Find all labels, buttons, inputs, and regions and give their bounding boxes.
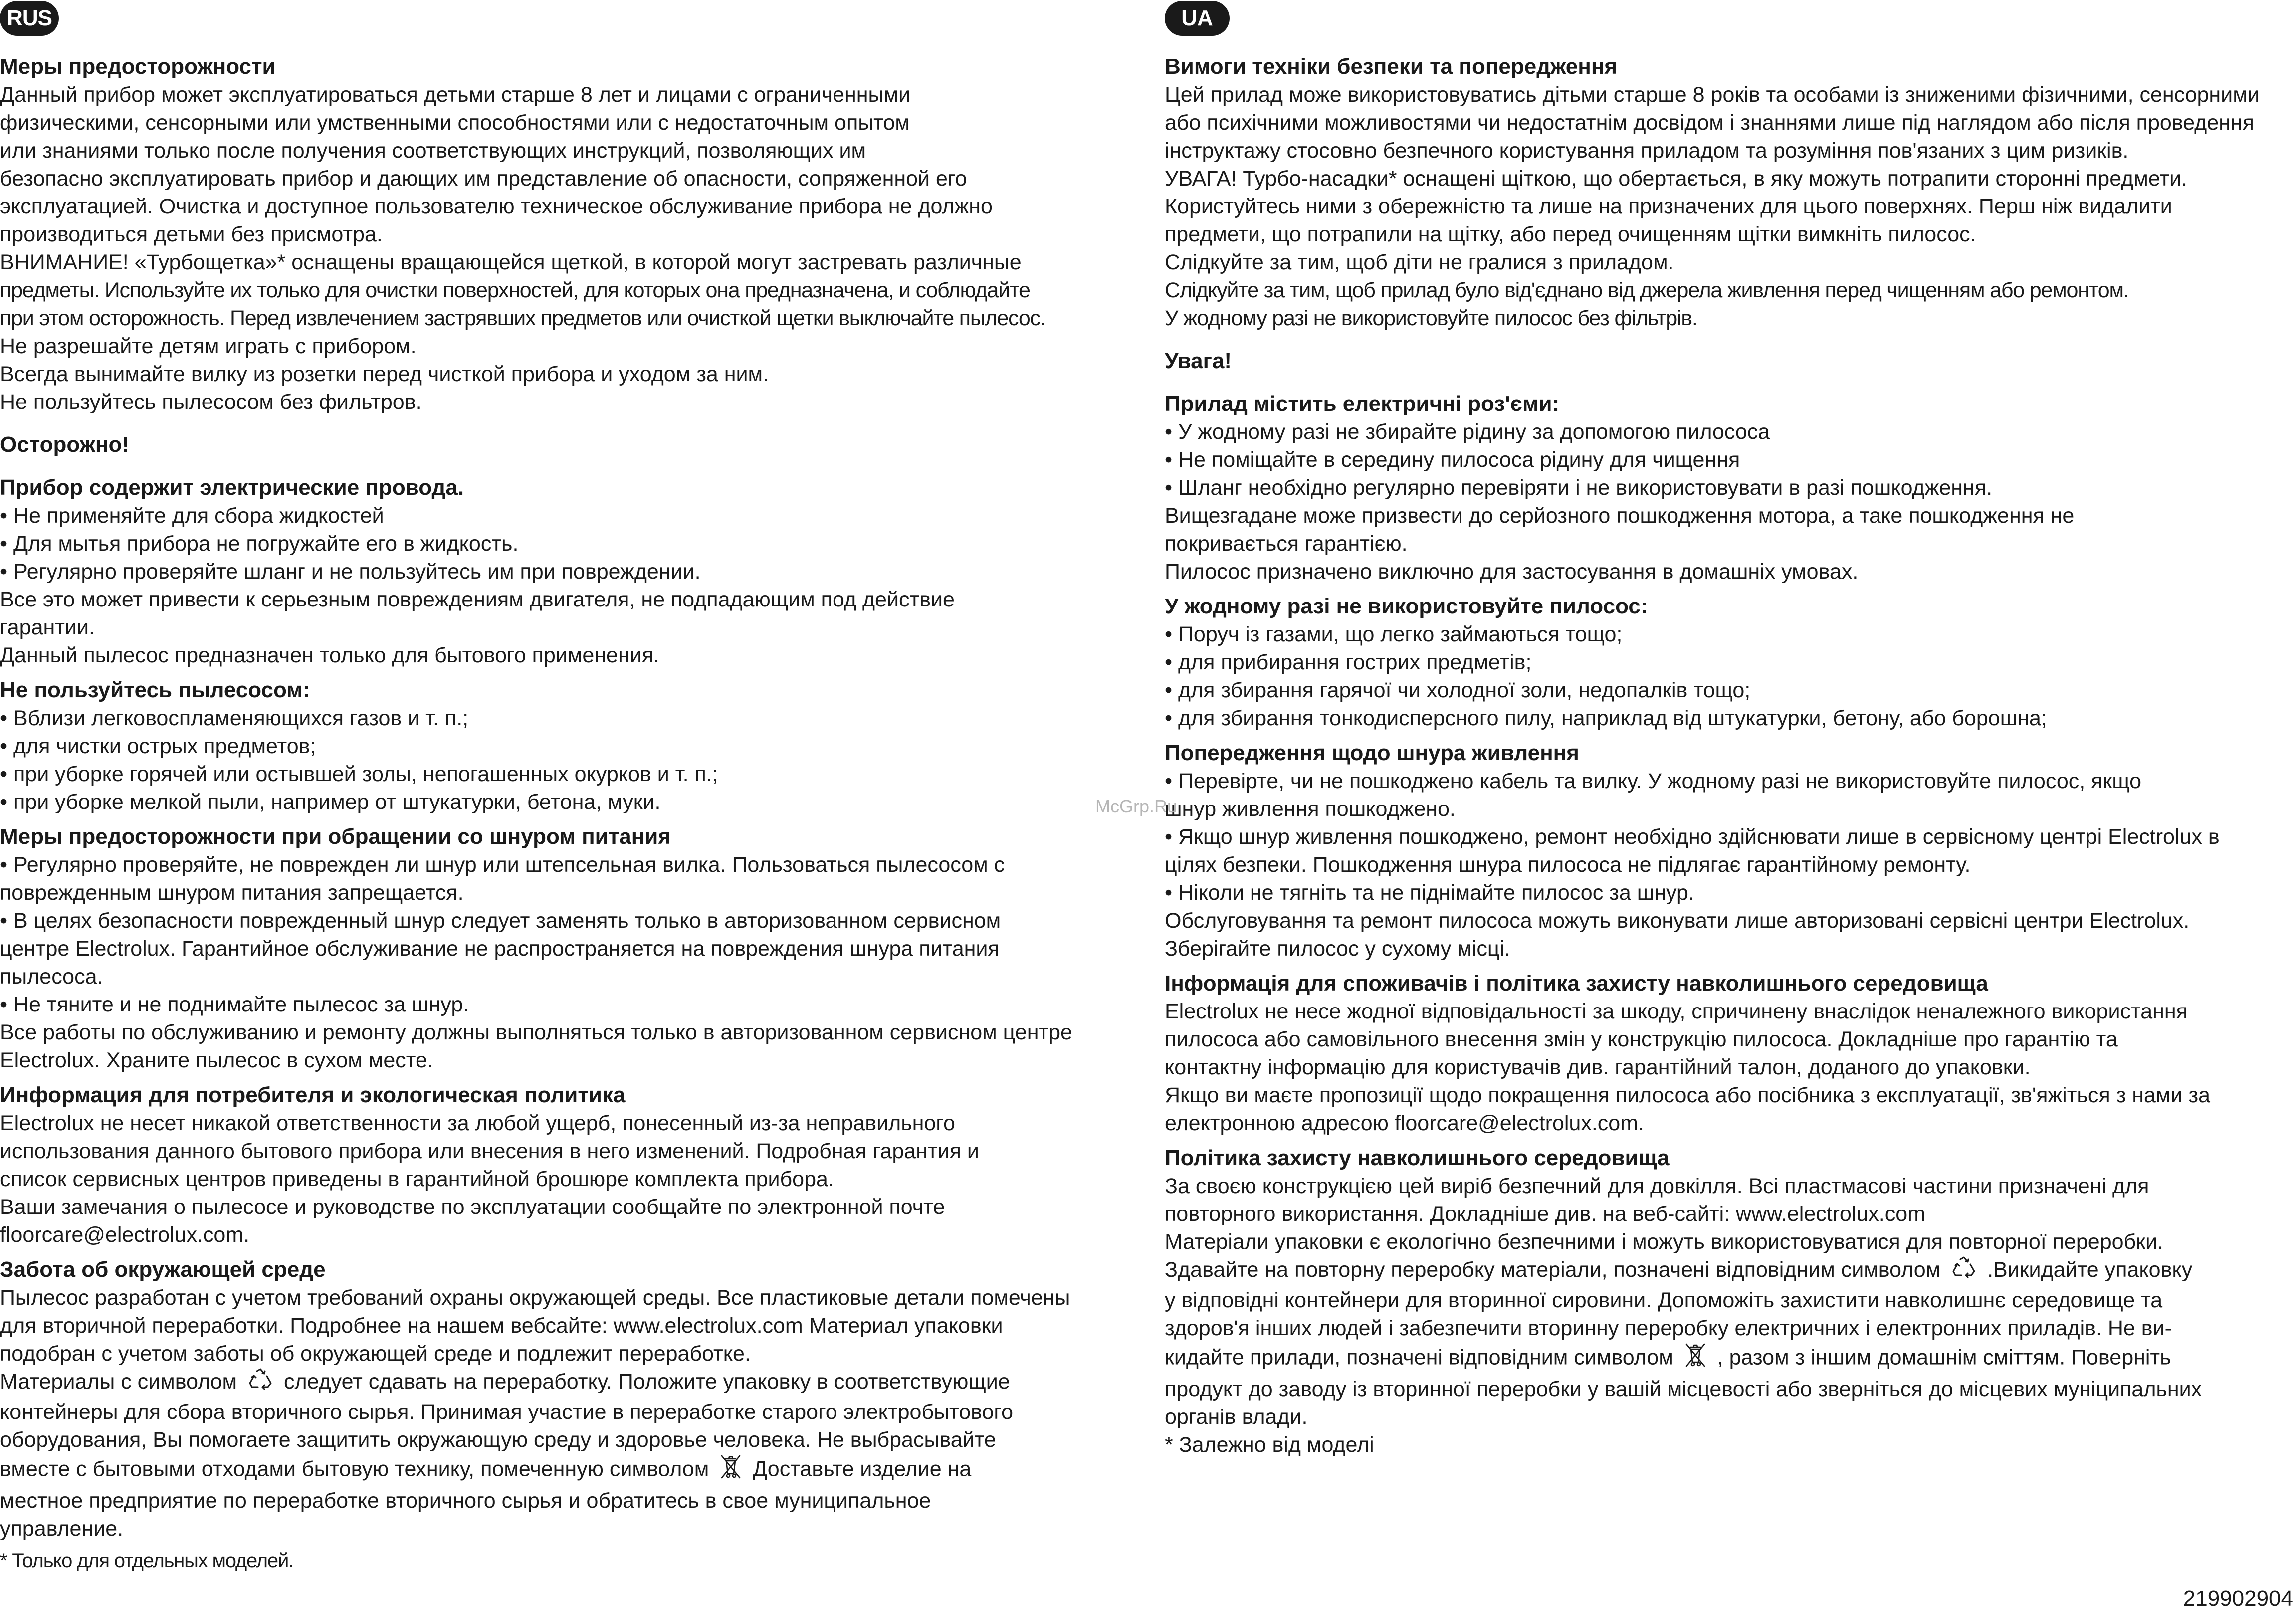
list-item: • Не применяйте для сбора жидкостей bbox=[0, 504, 384, 528]
list-item: • для прибирання гострих предметів; bbox=[1165, 650, 1532, 674]
language-badge-ua: UA bbox=[1165, 1, 1230, 36]
cord-heading: Меры предосторожности при обращении со шнуром питания bbox=[0, 824, 671, 849]
paragraph-line-with-icon bbox=[0, 1454, 1147, 1487]
paragraph-line: Данный пылесос предназначен только для бытового применения. bbox=[0, 643, 659, 667]
list-item: • для чистки острых предметов; bbox=[0, 734, 316, 758]
paragraph-line: список сервисных центров приведены в гарантийной брошюре комплекта прибора. bbox=[0, 1167, 834, 1191]
paragraph-line: управление. bbox=[0, 1516, 124, 1541]
consumer-heading: Інформація для споживачів і політика захисту навколишнього середовища bbox=[1165, 971, 1988, 996]
text-span: .Викидайте упаковку bbox=[1987, 1258, 2193, 1282]
paragraph-line: Не пользуйтесь пылесосом без фильтров. bbox=[0, 390, 422, 414]
paragraph-line: здоров'я інших людей і забезпечити вторинну переробку електричних і електронних приладів. Не ви- bbox=[1165, 1316, 2172, 1340]
crossed-out-bin-icon bbox=[1684, 1342, 1706, 1375]
paragraph-line: продукт до заводу із вторинної переробки у вашій місцевості або зверніться до місцевих муніципальних bbox=[1165, 1377, 2202, 1401]
paragraph-line: предметы. Используйте их только для очистки поверхностей, для которых она предназначена, и соблюдайте bbox=[0, 278, 1030, 302]
footnote: * Только для отдельных моделей. bbox=[0, 1549, 294, 1572]
paragraph-line: Цей прилад може використовуватись дітьми старше 8 років та особами із зниженими фізичними, сенсорними bbox=[1165, 83, 2260, 107]
list-item: • Не поміщайте в середину пилососа рідину для чищення bbox=[1165, 448, 1740, 472]
paragraph-line: местное предприятие по переработке вторичного сырья и обратитесь в свое муниципальное bbox=[0, 1488, 931, 1513]
content-rus bbox=[0, 53, 1147, 1575]
caution-heading: Увага! bbox=[1165, 349, 1232, 373]
paragraph-line: эксплуатацией. Очистка и доступное пользователю техническое обслуживание прибора не должно bbox=[0, 195, 993, 218]
text-span: Материалы с символом bbox=[0, 1370, 237, 1394]
paragraph-line: оборудования, Вы помогаете защитить окружающую среду и здоровье человека. Не выбрасывайте bbox=[0, 1427, 996, 1452]
consumer-heading: Информация для потребителя и экологическая политика bbox=[0, 1083, 626, 1107]
list-item: • Ніколи не тягніть та не піднімайте пилосос за шнур. bbox=[1165, 881, 1694, 905]
paragraph-line: для вторичной переработки. Подробнее на нашем вебсайте: www.electrolux.com Материал упаковки bbox=[0, 1314, 1003, 1338]
list-item: • Перевірте, чи не пошкоджено кабель та вилку. У жодному разі не використовуйте пилосос, якщо bbox=[1165, 769, 2142, 793]
paragraph-line: пилососа або самовільного внесення змін у конструкцію пилососа. Докладніше про гарантію та bbox=[1165, 1027, 2118, 1051]
list-item: • при уборке мелкой пыли, например от штукатурки, бетона, муки. bbox=[0, 790, 661, 814]
list-item: • Якщо шнур живлення пошкоджено, ремонт необхідно здійснювати лише в сервісному центрі Electrolux в bbox=[1165, 825, 2220, 849]
paragraph-line: производиться детьми без присмотра. bbox=[0, 222, 383, 246]
electric-heading: Прилад містить електричні роз'єми: bbox=[1165, 392, 1560, 416]
paragraph-line-with-icon bbox=[0, 1368, 1147, 1398]
paragraph-line: Вищезгадане може призвести до серйозного пошкодження мотора, а таке пошкодження не bbox=[1165, 504, 2075, 528]
text-span: следует сдавать на переработку. Положите упаковку в соответствующие bbox=[284, 1370, 1010, 1394]
paragraph-line: предмети, що потрапили на щітку, або перед очищенням щітки вимкніть пилосос. bbox=[1165, 222, 1976, 246]
paragraph-line: у відповідні контейнери для вторинної сировини. Допоможіть захистити навколишнє середовище та bbox=[1165, 1288, 2163, 1312]
list-item: • Поруч із газами, що легко займаються тощо; bbox=[1165, 622, 1623, 646]
paragraph-line: Electrolux не несет никакой ответственности за любой ущерб, понесенный из-за неправильного bbox=[0, 1111, 955, 1135]
paragraph-line: цілях безпеки. Пошкодження шнура пилососа не підлягає гарантійному ремонту. bbox=[1165, 853, 1971, 877]
paragraph-line-with-icon bbox=[1165, 1342, 2296, 1375]
footnote: * Залежно від моделі bbox=[1165, 1432, 1374, 1457]
env-heading: Політика захисту навколишнього середовища bbox=[1165, 1146, 1670, 1170]
paragraph-line: поврежденным шнуром питания запрещается. bbox=[0, 881, 464, 905]
electric-heading: Прибор содержит электрические провода. bbox=[0, 475, 464, 500]
paragraph-line: при этом осторожность. Перед извлечением застрявших предметов или очисткой щетки выключайте пылесос. bbox=[0, 306, 1045, 330]
safety-heading: Меры предосторожности bbox=[0, 54, 276, 79]
paragraph-line: органів влади. bbox=[1165, 1405, 1308, 1429]
list-item: • У жодному разі не збирайте рідину за допомогою пилососа bbox=[1165, 420, 1770, 444]
paragraph-line: Electrolux. Храните пылесос в сухом месте. bbox=[0, 1048, 433, 1072]
paragraph-line: шнур живлення пошкоджено. bbox=[1165, 797, 1456, 821]
paragraph-line: ВНИМАНИЕ! «Турбощетка»* оснащены вращающейся щеткой, в которой могут застревать различные bbox=[0, 250, 1022, 274]
paragraph-line: Користуйтесь ними з обережністю та лише на призначених для цього поверхнях. Перш ніж видалити bbox=[1165, 195, 2172, 218]
paragraph-line: гарантии. bbox=[0, 615, 95, 639]
paragraph-line: Всегда вынимайте вилку из розетки перед чисткой прибора и уходом за ним. bbox=[0, 362, 769, 386]
paragraph-line: или знаниями только после получения соответствующих инструкций, позволяющих им bbox=[0, 139, 866, 163]
crossed-out-bin-icon bbox=[720, 1454, 742, 1487]
watermark: McGrp.Ru bbox=[1095, 796, 1178, 816]
list-item: • Шланг необхідно регулярно перевіряти і не використовувати в разі пошкодження. bbox=[1165, 476, 1993, 500]
content-ua bbox=[1165, 53, 2296, 1459]
paragraph-line-with-icon bbox=[1165, 1256, 2296, 1286]
caution-heading: Осторожно! bbox=[0, 432, 130, 457]
paragraph-line: інструктажу стосовно безпечного користування приладом та розуміння пов'язаних з цим ризиків. bbox=[1165, 139, 2129, 163]
paragraph-line: або психічними можливостями чи недостатнім досвідом і знаннями лише під наглядом або після проведення bbox=[1165, 111, 2254, 135]
paragraph-line: Слідкуйте за тим, щоб прилад було від'єднано від джерела живлення перед чищенням або ремонтом. bbox=[1165, 278, 2129, 302]
list-item: • для збирання гарячої чи холодної золи, недопалків тощо; bbox=[1165, 678, 1751, 702]
paragraph-line: Пилосос призначено виключно для застосування в домашніх умовах. bbox=[1165, 560, 1859, 584]
paragraph-line: Матеріали упаковки є екологічно безпечними і можуть використовуватися для повторної переробки. bbox=[1165, 1230, 2163, 1254]
paragraph-line: За своєю конструкцією цей виріб безпечний для довкілля. Всі пластмасові частини призначені для bbox=[1165, 1174, 2149, 1198]
paragraph-line: центре Electrolux. Гарантийное обслуживание не распространяется на повреждения шнура питания bbox=[0, 937, 1000, 961]
list-item: • для збирання тонкодисперсного пилу, наприклад від штукатурки, бетону, або борошна; bbox=[1165, 706, 2047, 730]
paragraph-line: использования данного бытового прибора или внесения в него изменений. Подробная гарантия и bbox=[0, 1139, 979, 1163]
paragraph-line: Данный прибор может эксплуатироваться детьми старше 8 лет и лицами с ограниченными bbox=[0, 83, 910, 107]
paragraph-line: У жодному разі не використовуйте пилосос без фільтрів. bbox=[1165, 306, 1697, 330]
text-span: Доставьте изделие на bbox=[753, 1457, 972, 1481]
paragraph-line: безопасно эксплуатировать прибор и дающих им представление об опасности, сопряженной его bbox=[0, 167, 967, 191]
paragraph-line: Зберігайте пилосос у сухому місці. bbox=[1165, 937, 1510, 961]
paragraph-line: контактну інформацію для користувачів див. гарантійний талон, доданого до упаковки. bbox=[1165, 1055, 2031, 1079]
list-item: • Регулярно проверяйте шланг и не пользуйтесь им при повреждении. bbox=[0, 560, 701, 584]
safety-heading: Вимоги техніки безпеки та попередження bbox=[1165, 54, 1618, 79]
dont-use-heading: У жодному разі не використовуйте пилосос: bbox=[1165, 594, 1648, 618]
text-span: вместе с бытовыми отходами бытовую технику, помеченную символом bbox=[0, 1457, 709, 1481]
document-number: 219902904 bbox=[2183, 1586, 2293, 1611]
paragraph-line: Обслуговування та ремонт пилососа можуть виконувати лише авторизовані сервісні центри Electrolux. bbox=[1165, 909, 2190, 933]
paragraph-line: електронною адресою floorcare@electrolux.com. bbox=[1165, 1111, 1644, 1135]
text-span: , разом з іншим домашнім сміттям. Поверніть bbox=[1717, 1345, 2171, 1369]
list-item: • Для мытья прибора не погружайте его в жидкость. bbox=[0, 532, 519, 556]
cord-heading: Попередження щодо шнура живлення bbox=[1165, 741, 1579, 765]
paragraph-line: Слідкуйте за тим, щоб діти не гралися з приладом. bbox=[1165, 250, 1674, 274]
paragraph-line: Пылесос разработан с учетом требований охраны окружающей среды. Все пластиковые детали помечены bbox=[0, 1286, 1070, 1310]
paragraph-line: Все это может привести к серьезным повреждениям двигателя, не подпадающим под действие bbox=[0, 588, 955, 611]
text-span: кидайте прилади, позначені відповідним символом bbox=[1165, 1345, 1673, 1369]
paragraph-line: покривається гарантією. bbox=[1165, 532, 1408, 556]
paragraph-line: подобран с учетом заботы об окружающей среде и подлежит переработке. bbox=[0, 1342, 751, 1366]
recycle-icon bbox=[248, 1368, 273, 1398]
paragraph-line: контейнеры для сбора вторичного сырья. Принимая участие в переработке старого электробытового bbox=[0, 1400, 1014, 1424]
paragraph-line: Все работы по обслуживанию и ремонту должны выполняться только в авторизованном сервисном центре bbox=[0, 1020, 1072, 1044]
paragraph-line: пылесоса. bbox=[0, 965, 103, 989]
paragraph-line: УВАГА! Турбо-насадки* оснащені щіткою, що обертається, в яку можуть потрапити сторонні предмети. bbox=[1165, 167, 2187, 191]
dont-use-heading: Не пользуйтесь пылесосом: bbox=[0, 678, 310, 702]
list-item: • В целях безопасности поврежденный шнур следует заменять только в авторизованном сервисном bbox=[0, 909, 1001, 933]
paragraph-line: физическими, сенсорными или умственными способностями или с недостаточным опытом bbox=[0, 111, 910, 135]
list-item: • при уборке горячей или остывшей золы, непогашенных окурков и т. п.; bbox=[0, 762, 718, 786]
paragraph-line: floorcare@electrolux.com. bbox=[0, 1223, 250, 1247]
env-heading: Забота об окружающей среде bbox=[0, 1257, 326, 1282]
list-item: • Не тяните и не поднимайте пылесос за шнур. bbox=[0, 993, 469, 1016]
list-item: • Вблизи легковоспламеняющихся газов и т. п.; bbox=[0, 706, 469, 730]
language-badge-rus: RUS bbox=[0, 1, 59, 36]
recycle-icon bbox=[1951, 1256, 1976, 1286]
paragraph-line: Ваши замечания о пылесосе и руководстве по эксплуатации сообщайте по электронной почте bbox=[0, 1195, 945, 1219]
paragraph-line: повторного використання. Докладніше див. на веб-сайті: www.electrolux.com bbox=[1165, 1202, 1925, 1226]
paragraph-line: Не разрешайте детям играть с прибором. bbox=[0, 334, 417, 358]
text-span: Здавайте на повторну переробку матеріали, позначені відповідним символом bbox=[1165, 1258, 1941, 1282]
paragraph-line: Electrolux не несе жодної відповідальності за шкоду, спричинену внаслідок неналежного використання bbox=[1165, 1000, 2188, 1023]
list-item: • Регулярно проверяйте, не поврежден ли шнур или штепсельная вилка. Пользоваться пылесосом с bbox=[0, 853, 1005, 877]
paragraph-line: Якщо ви маєте пропозиції щодо покращення пилососа або посібника з експлуатації, зв'яжіться з нами за bbox=[1165, 1083, 2211, 1107]
